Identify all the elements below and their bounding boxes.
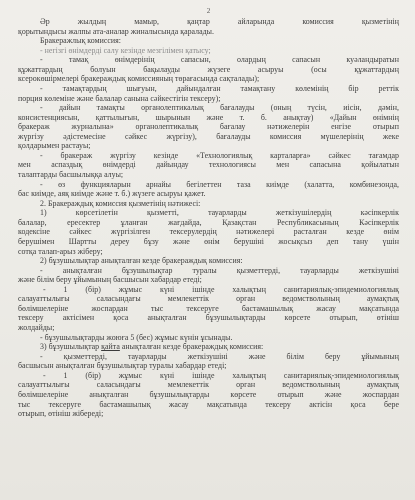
text-line: - тамақ өнімдерінің сапасын, олардың сапасын куәландыратын — [40, 55, 399, 65]
text-line: отырып, өтініш жібереді; — [18, 409, 104, 419]
text-line: 1) көрсетілетін қызметті, тауарларды жеткізушілердің кәсіпкерлік — [40, 208, 399, 218]
text-line: - тамақтардың шығуын, дайындалған тамақтану көлемінің бір реттік — [40, 83, 399, 93]
text-line: 2) бұзушылықтар анықталған кезде бракераждық комиссия: — [40, 256, 243, 266]
text-line: - анықталған бұзушылықтар туралы қызметтерді, тауарларды жеткізушіні — [40, 265, 399, 275]
text-line: салауаттылығы саласындағы мемлекеттік орган ведомстволының аумақтық — [18, 380, 399, 390]
text-line: және білім беру ұйымының басшысын хабардар етеді; — [18, 275, 202, 285]
text-line: кодексіне сәйкес жүргізілген тексерулердің нәтижелері расталған кезде өнім — [18, 227, 399, 237]
text-line: берушімен Шартты дереу бұзу және өнім берушіні жосықсыз деп тану үшін — [18, 236, 399, 246]
text-line: - 1 (бір) жұмыс күні ішінде халықтың санитариялық-эпидемиологиялық — [43, 284, 399, 294]
text-line: - өз функцияларын арнайы бегілеттен таза киімде (халатта, комбинезонда, — [40, 179, 399, 189]
text-line: - бұзушылықтарды жоюға 5 (бес) жұмыс күнін ұсынады. — [40, 332, 233, 342]
text-line: қорытындысы жалпы ата-аналар жиналысында қаралады. — [18, 26, 214, 36]
text-line: - қызметтерді, тауарларды жеткізушіні және білім беру ұйымының — [40, 351, 399, 361]
document-body — [18, 17, 399, 419]
text-line: Бракеражлық комиссия: — [40, 36, 121, 46]
text-line: балалар, ересектер ұланған жағдайда, Қазақстан Республикасының Кәсіпкерлік — [18, 217, 399, 227]
text-line: жолдайды; — [18, 323, 55, 332]
text-line: - 1 (бір) жұмыс күні ішінде халықтың санитариялық-эпидемиологиялық — [43, 370, 399, 380]
text-line: басшысын анықталған бұзушылықтар туралы хабардар етеді; — [18, 361, 227, 371]
text-line: тыс тексеруге бастамашылық жасау мақсатында тексеру актісін қоса бере — [18, 399, 399, 409]
text-line: салауаттылығы саласындағы мемлекеттік орган ведомстволының аумақтық — [18, 294, 399, 304]
text-line: сотқа талап-арыз жіберу; — [18, 246, 103, 256]
text-line: 2. Бракераждық комиссия қызметінің нәтижесі: — [40, 198, 201, 208]
text-line: бракераж журналына» органолептикалық бағалау нәтижелерін енгізе отырып — [18, 122, 399, 132]
text-line: консистенциясын, қаттылығын, шырынын және т. б. анықтау) «Дайын өнімнің — [18, 112, 399, 122]
page-number: 2 — [206, 7, 211, 15]
text-line: бөлімшелеріне анықталған бұзушылықтарды көрсете отырып және жоспардан — [18, 389, 399, 399]
text-line: бөлімшелеріне жоспардан тыс тексеруге бастамашылық жасау мақсатында — [18, 303, 399, 313]
text-line: құжаттардың болуын бақылауды жүзеге асыруы (осы құжаттардың — [18, 64, 399, 74]
text-line: 3) бұзушылықтар қайта анықталған кезде бракераждық комиссия: — [40, 342, 264, 352]
text-line: бас киімде, аяқ киімде және т. б.) жүзеге асыруы қажет. — [18, 189, 206, 199]
underlined-word: қайта — [101, 342, 120, 352]
text-line: талаптарды басшылыққа алуы; — [18, 170, 124, 179]
text-line: жүргізу әдістемесіне сәйкес жүргізу), бағалауды комиссия мүшелерінің жеке — [18, 131, 399, 141]
text-line: Әр жылдың мамыр, қаңтар айларында комиссия қызметінің — [40, 17, 399, 26]
text-line: - бракераж жүргізу кезінде «Технологиялық карталарға» сәйкес тағамдар — [40, 150, 399, 160]
text-line: - дайын тамақты органолептикалық бағалауды (оның түсін, иісін, дәмін, — [40, 103, 399, 113]
text-line: - негізгі өнімдерді салу кезінде мезгілімен қатысу; — [40, 45, 211, 55]
text-line: қолдарымен растауы; — [18, 141, 91, 151]
text-line: тексеру актісімен қоса анықталған бұзушылықтарды көрсете отырып, өтініш — [18, 313, 399, 323]
text-line: ксерокөшірмелері бракераждық комиссияның төрағасында сақталады); — [18, 74, 260, 84]
text-line: порция көлеміне және балалар санына сәйкестігін тексеру); — [18, 93, 221, 103]
text-line: мен аспаздық өнімдерді дайындау технологиясы мен сапасына қойылатын — [18, 160, 399, 170]
